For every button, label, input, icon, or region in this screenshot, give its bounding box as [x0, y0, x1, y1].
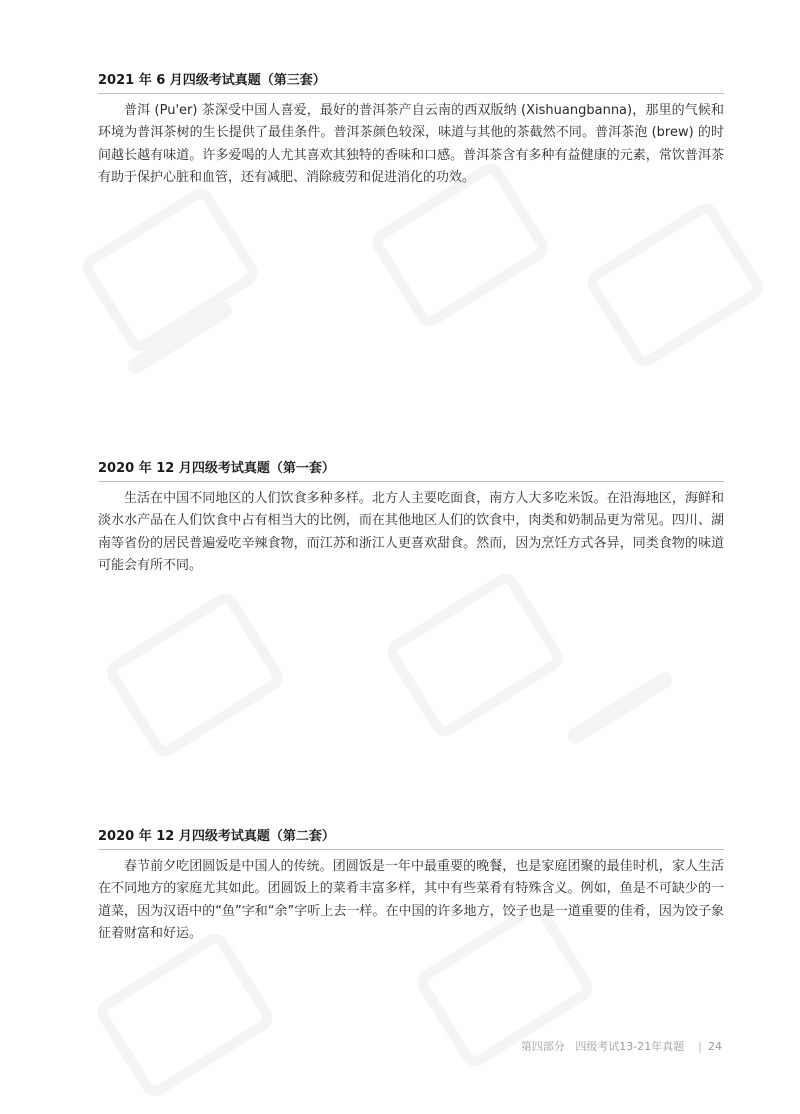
section-body: 生活在中国不同地区的人们饮食多种多样。北方人主要吃面食，南方人大多吃米饭。在沿海地区，海鲜和淡水水产品在人们饮食中占有相当大的比例，而在其他地区人们的饮食中，肉类和奶制品更为常见。四川、湖南等省份的居民普遍爱吃辛辣食物，而江苏和浙江人更喜欢甜食。然而，因为烹饪方式各异，同类食物的味道可能会有所不同。 [98, 491, 724, 574]
watermark [582, 199, 767, 372]
footer-separator: | [698, 1040, 702, 1053]
exam-section [98, 828, 724, 946]
section-title: 2020 年 12 月四级考试真题（第二套） [98, 828, 724, 850]
exam-section [98, 72, 724, 190]
section-body: 春节前夕吃团圆饭是中国人的传统。团圆饭是一年中最重要的晚餐，也是家庭团聚的最佳时机，家人生活在不同地方的家庭尤其如此。团圆饭上的菜肴丰富多样，其中有些菜肴有特殊含义。例如，鱼是不可缺少的一道菜，因为汉语中的“鱼”字和“余”字听上去一样。在中国的许多地方，饺子也是一道重要的佳肴，因为饺子象征着财富和好运。 [98, 859, 724, 942]
footer-subtitle: 四级考试13-21年真题 [575, 1040, 685, 1053]
watermark [565, 669, 675, 746]
section-title: 2021 年 6 月四级考试真题（第三套） [98, 72, 724, 94]
footer-section-label: 第四部分 [520, 1040, 565, 1053]
watermark [382, 569, 567, 742]
page-number: 24 [708, 1040, 722, 1053]
watermark [102, 589, 287, 762]
section-title: 2020 年 12 月四级考试真题（第一套） [98, 460, 724, 482]
section-body: 普洱 (Pu'er) 茶深受中国人喜爱，最好的普洱茶产自云南的西双版纳 (Xishuangbanna)，那里的气候和环境为普洱茶树的生长提供了最佳条件。普洱茶颜色较深，味道与其他的茶截然不同。普洱茶泡 (brew) 的时间越长越有味道。许多爱喝的人尤其喜欢其独特的香味和口感。普洱茶含有多种有益健康的元素，常饮普洱茶有助于保护心脏和血管，还有减肥、消除疲劳和促进消化的功效。 [98, 103, 724, 186]
watermark [77, 184, 262, 357]
exam-section [98, 460, 724, 578]
page-footer [521, 1038, 722, 1054]
watermark [92, 929, 277, 1102]
